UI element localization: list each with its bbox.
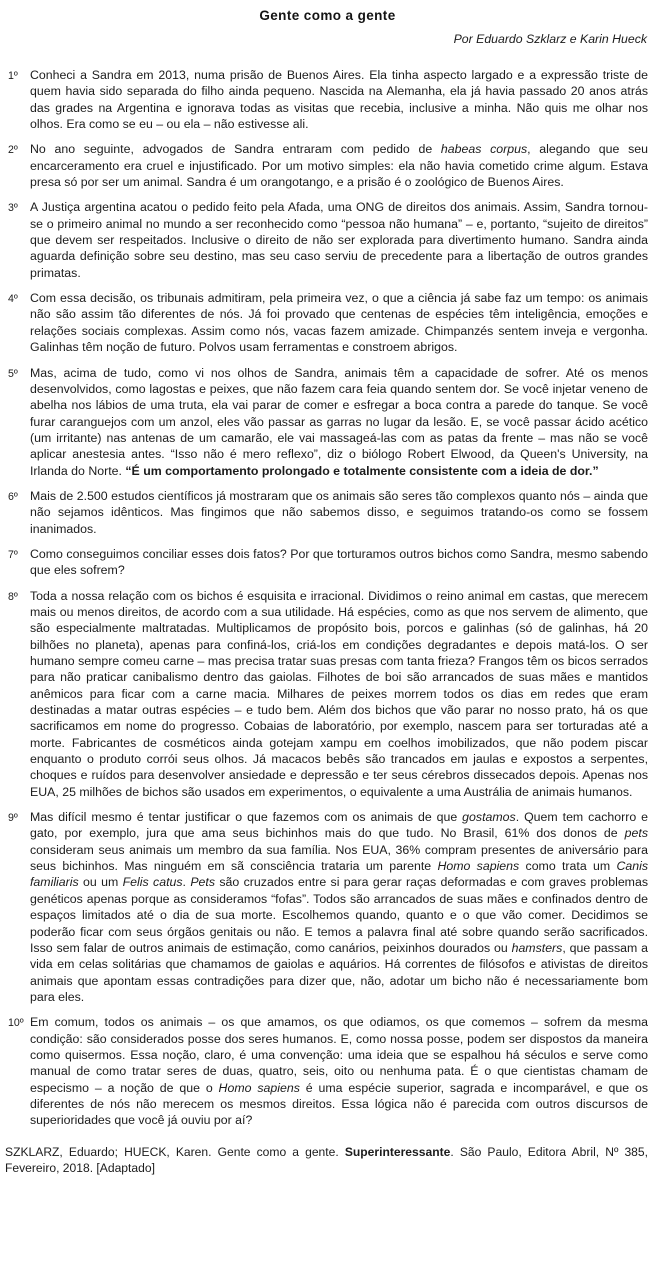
paragraph-number: 7º	[8, 548, 18, 561]
text-segment: A Justiça argentina acatou o pedido feito pela Afada, uma ONG de direitos dos animais. Assim, Sandra tornou-se o primeiro animal no mundo a ser reconhecido como “pessoa não humana” – e, portanto, “sujeito de direitos” que devem ser respeitados. Inclusive o direito de não ser explorada para divertimento humano. Sandra ainda aguarda definição sobre seu destino, mas seu caso serviu de precedente para a libertação de outros grandes primatas.	[30, 200, 648, 280]
text-segment: consideram seus animais um membro da sua família. Nos EUA, 36% compram presentes de aniversário para seus bichinhos. Mas ninguém em sã consciência trataria um parente	[30, 842, 648, 874]
paragraph	[0, 809, 655, 1005]
paragraph-text	[30, 809, 655, 1005]
paragraph-text	[30, 290, 655, 355]
paragraph-number: 3º	[8, 202, 18, 215]
text-segment: Homo sapiens	[437, 859, 520, 874]
paragraph	[0, 365, 655, 479]
text-segment: SZKLARZ, Eduardo; HUECK, Karen. Gente como a gente.	[5, 1144, 345, 1159]
paragraph	[0, 588, 655, 800]
text-segment: como trata um	[519, 859, 617, 874]
text-segment: são cruzados entre si para gerar raças deformadas e com graves problemas genéticos apenas porque as consideramos “fofas”. Todos são arrancados de suas mães e confinados dentro de espaços limitados até o dia de sua morte. Escolhemos quando, quanto e o que vão comer. Decidimos se poderão ficar com seus órgãos genitais ou não. E temos a palavra final até sobre quando serão sacrificados. Isso sem falar de outros animais de estimação, como canários, peixinhos dourados ou	[30, 875, 648, 955]
paragraph-text	[30, 546, 655, 579]
paragraph	[0, 199, 655, 281]
paragraph-number: 6º	[8, 490, 18, 503]
text-segment: Canis familiaris	[30, 859, 649, 890]
paragraph-number: 9º	[8, 812, 18, 825]
text-segment: Felis catus	[122, 875, 183, 890]
paragraph-number: 1º	[8, 70, 18, 82]
text-segment: . São Paulo, Editora Abril, Nº 385, Fevereiro, 2018. [Adaptado]	[5, 1144, 648, 1175]
paragraph-number: 8º	[8, 590, 18, 603]
text-segment: Com essa decisão, os tribunais admitiram, pela primeira vez, o que a ciência já sabe faz um tempo: os animais não são assim tão diferentes de nós. Já foi provado que centenas de espécies têm inteligência, emoções e relações sociais complexas. Assim como nós, vacas fazem amizade. Chimpanzés sentem inveja e vergonha. Galinhas têm noção de futuro. Polvos usam ferramentas e constroem abrigos.	[30, 291, 648, 355]
paragraph-number: 5º	[8, 367, 18, 380]
text-segment: é uma espécie superior, sagrada e incomparável, e que os diferentes de nós não merecem os mesmos direitos. Essa lógica não é parecida com outros discursos de superioridades que você já ouviu por aí?	[30, 1080, 649, 1128]
paragraph	[0, 1014, 655, 1128]
text-segment: No ano seguinte, advogados de Sandra entraram com pedido de	[30, 142, 441, 157]
paragraph	[0, 488, 655, 537]
text-segment: Conheci a Sandra em 2013, numa prisão de Buenos Aires. Ela tinha aspecto largado e a expressão triste de quem havia sido separada do filho ainda pequeno. Nascida na Alemanha, ela já havia passado 20 anos atrás das grades na Argentina e ignorava todas as visitas que recebia, inclusive a minha. Não quis me olhar nos olhos. Era como se eu – ou ela – não estivesse ali.	[30, 68, 648, 132]
paragraph-text	[30, 365, 655, 479]
text-segment: Mas, acima de tudo, como vi nos olhos de Sandra, animais têm a capacidade de sofrer. Até os menos desenvolvidos, como lagostas e peixes, que não fazem cara feia quando sentem dor. Se você injetar veneno de abelha nos lábios de uma truta, ela vai parar de comer e esfregar a boca contra a parede do tanque. Se você furar caranguejos com um anzol, eles vão passar as garras no lugar da lesão. E, se você passar ácido acético (um irritante) nas antenas de um camarão, ele vai massageá-las com as patas da frente – mas não se você aplicar anestesia antes. “Isso não é mero reflexo”, diz o biólogo Robert Elwood, da Queen's University, na Irlanda do Norte.	[30, 365, 648, 478]
paragraph-text	[30, 488, 655, 537]
text-segment: , que passam a vida em celas solitárias que chamamos de gaiolas e aquários. Há correntes de filósofos e ativistas de direitos animais que apontam essas contradições para dizer que, não, adotar um bicho não é necessariamente bom para eles.	[30, 940, 648, 1004]
text-segment: Pets	[190, 875, 216, 890]
text-segment: . Quem tem cachorro e gato, por exemplo, jura que ama seus bichinhos mais do que tudo. No Brasil, 61% dos donos de	[30, 810, 648, 841]
byline: Por Eduardo Szklarz e Karin Hueck	[453, 32, 647, 46]
text-segment: habeas corpus	[440, 142, 528, 157]
text-segment: gostamos	[462, 810, 516, 825]
text-segment: Em comum, todos os animais – os que amamos, os que odiamos, os que comemos – sofrem da mesma condição: são considerados posse dos seres humanos. E, como nossa posse, podem ser dispostos da maneira como quisermos. Essa noção, claro, é uma convenção: uma ideia que se espalhou há séculos e serve como manual de como tratar seres de duas, quatro, seis, oito ou nenhuma pata. É o que cientistas chamam de especismo – a noção de que o	[30, 1015, 648, 1095]
paragraph-text	[30, 1014, 655, 1128]
paragraph-text	[30, 588, 655, 800]
text-segment: .	[182, 875, 191, 890]
paragraph-number: 4º	[8, 293, 18, 306]
paragraph	[0, 141, 655, 190]
paragraph-text	[30, 67, 655, 132]
text-segment: Superinteressante	[344, 1144, 451, 1159]
text-segment: Mas difícil mesmo é tentar justificar o que fazemos com os animais de que	[30, 810, 463, 825]
citation	[5, 1144, 648, 1177]
text-segment: ou um	[78, 875, 123, 890]
paragraph-text	[30, 141, 655, 190]
text-segment: Homo sapiens	[218, 1080, 300, 1095]
text-segment: Como conseguimos conciliar esses dois fatos? Por que torturamos outros bichos como Sandra, mesmo sabendo que eles sofrem?	[30, 546, 648, 578]
text-segment: Mais de 2.500 estudos científicos já mostraram que os animais são seres tão complexos quanto nós – ainda que não sejamos idênticos. Mas fingimos que não sabemos disso, e seguimos tratando-os como se fossem inanimados.	[30, 488, 648, 536]
text-segment: pets	[624, 826, 648, 841]
text-segment: , alegando que seu encarceramento era cruel e injustificado. Por um motivo simples: ela não havia cometido crime algum. Estava presa só por ser um animal. Sandra é um orangotango, e a prisão é o zoológico de Buenos Aires.	[30, 142, 648, 190]
paragraph-list	[0, 67, 655, 1129]
paragraph-number: 2º	[8, 144, 18, 157]
paragraph	[0, 290, 655, 355]
paragraph-number: 10º	[8, 1017, 24, 1030]
paragraph	[0, 67, 655, 132]
text-segment: “É um comportamento prolongado e totalmente consistente com a ideia de dor.”	[125, 463, 599, 478]
paragraph-text	[30, 199, 655, 281]
text-segment: hamsters	[511, 940, 563, 955]
text-segment: Toda a nossa relação com os bichos é esquisita e irracional. Dividimos o reino animal em castas, que merecem mais ou menos direitos, de acordo com a sua utilidade. Há espécies, como as que nos servem de alimento, que são especialmente maltratadas. Multiplicamos de propósito bois, porcos e galinhas (só de galinhas, há 20 bilhões no planeta), apenas para confiná-los, criá-los em condições degradantes e depois matá-los. O ser humano sempre comeu carne – mas precisa tratar suas presas com tanta frieza? Frangos têm os bicos serrados para não praticar canibalismo dentro das gaiolas. Filhotes de boi são arrancados de suas mães e mantidos anêmicos para ficar com a carne macia. Milhares de peixes morrem todos os dias em redes que eram destinadas a matar outras espécies – e tudo bem. Além dos bichos que vão parar no nosso prato, há os que sacrificamos em nome do progresso. Cobaias de laboratório, por exemplo, nascem para ser torturadas até a morte. Fabricantes de cosméticos ainda gotejam xampu em coelhos imobilizados, que não podem piscar enquanto o produto corrói seus olhos. Já macacos bebês são trancados em jaulas e expostos a serpentes, choques e ruídos para desenvolver ansiedade e depressão e ter seus cérebros dissecados depois. Apenas nos EUA, 25 milhões de bichos são usados em experimentos, o equivalente a uma Austrália de animais humanos.	[30, 588, 648, 799]
page-title: Gente como a gente	[259, 8, 396, 23]
paragraph	[0, 546, 655, 579]
